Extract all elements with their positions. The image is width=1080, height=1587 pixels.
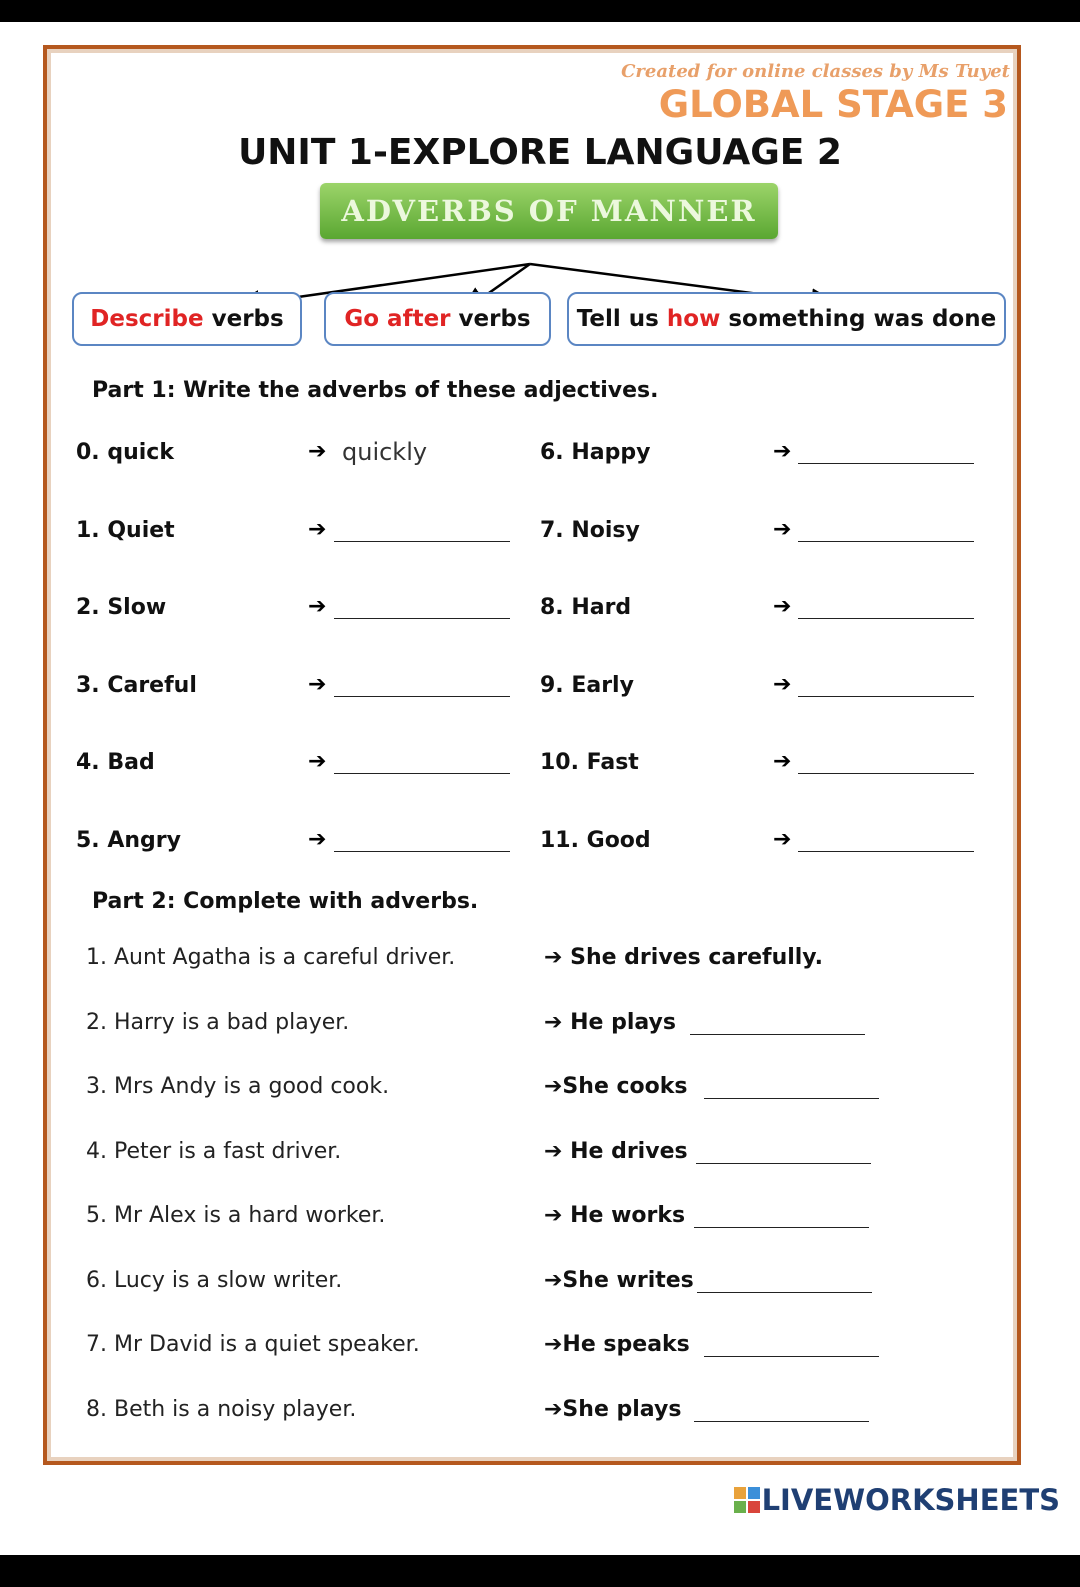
part2-blank-5[interactable] xyxy=(694,1227,869,1228)
part2-blank-2[interactable] xyxy=(690,1034,865,1035)
part1-item-8: 8. Hard xyxy=(540,595,632,620)
part1-item-6: 6. Happy xyxy=(540,440,651,465)
part2-blank-4[interactable] xyxy=(696,1163,871,1164)
box-describe-verbs: Describe verbs xyxy=(72,292,302,346)
liveworksheets-logo-icon xyxy=(734,1487,760,1513)
arrow-icon: ➔ xyxy=(773,672,792,697)
answer-blank-5[interactable] xyxy=(334,851,510,852)
answer-blank-8[interactable] xyxy=(798,618,974,619)
part2-prompt-7: ➔He speaks xyxy=(544,1332,690,1357)
arrow-icon: ➔ xyxy=(773,439,792,464)
part2-blank-8[interactable] xyxy=(694,1421,869,1422)
answer-blank-11[interactable] xyxy=(798,851,974,852)
answer-blank-1[interactable] xyxy=(334,541,510,542)
part1-item-9: 9. Early xyxy=(540,673,634,698)
part2-question-8: 8. Beth is a noisy player. xyxy=(86,1397,357,1422)
part2-prompt-5: ➔ He works xyxy=(544,1203,686,1228)
arrow-icon: ➔ xyxy=(308,672,327,697)
part1-item-4: 4. Bad xyxy=(76,750,155,775)
arrow-icon: ➔ xyxy=(773,749,792,774)
part1-item-5: 5. Angry xyxy=(76,828,181,853)
part2-question-2: 2. Harry is a bad player. xyxy=(86,1010,350,1035)
part2-question-4: 4. Peter is a fast driver. xyxy=(86,1139,342,1164)
arrow-icon: ➔ xyxy=(308,594,327,619)
part1-item-10: 10. Fast xyxy=(540,750,639,775)
part2-prompt-6: ➔She writes xyxy=(544,1268,694,1293)
arrow-icon: ➔ xyxy=(308,439,327,464)
part1-item-1: 1. Quiet xyxy=(76,518,175,543)
answer-blank-2[interactable] xyxy=(334,618,510,619)
liveworksheets-logo: LIVEWORKSHEETS xyxy=(734,1483,1060,1517)
part2-question-5: 5. Mr Alex is a hard worker. xyxy=(86,1203,386,1228)
arrow-icon: ➔ xyxy=(308,827,327,852)
answer-blank-6[interactable] xyxy=(798,463,974,464)
credit-line: Created for online classes by Ms Tuyet xyxy=(621,61,1010,82)
part2-blank-3[interactable] xyxy=(704,1098,879,1099)
answer-blank-3[interactable] xyxy=(334,696,510,697)
part1-item-11: 11. Good xyxy=(540,828,651,853)
part2-prompt-4: ➔ He drives xyxy=(544,1139,688,1164)
part2-answer-1: ➔ She drives carefully. xyxy=(544,945,823,970)
part2-prompt-3: ➔She cooks xyxy=(544,1074,688,1099)
answer-blank-4[interactable] xyxy=(334,773,510,774)
part1-item-2: 2. Slow xyxy=(76,595,167,620)
answer-blank-9[interactable] xyxy=(798,696,974,697)
part2-blank-6[interactable] xyxy=(697,1292,872,1293)
part2-prompt-8: ➔She plays xyxy=(544,1397,682,1422)
arrow-icon: ➔ xyxy=(773,517,792,542)
example-answer: quickly xyxy=(342,438,428,466)
answer-blank-10[interactable] xyxy=(798,773,974,774)
part2-prompt-2: ➔ He plays xyxy=(544,1010,676,1035)
part2-question-1: 1. Aunt Agatha is a careful driver. xyxy=(86,945,456,970)
box-go-after-verbs: Go after verbs xyxy=(324,292,551,346)
part1-item-7: 7. Noisy xyxy=(540,518,640,543)
part2-question-7: 7. Mr David is a quiet speaker. xyxy=(86,1332,420,1357)
stage-title: GLOBAL STAGE 3 xyxy=(658,83,1008,126)
part2-title: Part 2: Complete with adverbs. xyxy=(92,889,479,914)
arrow-icon: ➔ xyxy=(773,594,792,619)
arrow-icon: ➔ xyxy=(308,517,327,542)
box-tell-how: Tell us how something was done xyxy=(567,292,1006,346)
part2-question-3: 3. Mrs Andy is a good cook. xyxy=(86,1074,390,1099)
part2-question-6: 6. Lucy is a slow writer. xyxy=(86,1268,343,1293)
answer-blank-7[interactable] xyxy=(798,541,974,542)
part2-blank-7[interactable] xyxy=(704,1356,879,1357)
part1-title: Part 1: Write the adverbs of these adjectives. xyxy=(92,378,659,403)
part1-item-0: 0. quick xyxy=(76,440,174,465)
unit-title: UNIT 1-EXPLORE LANGUAGE 2 xyxy=(238,132,842,173)
arrow-icon: ➔ xyxy=(308,749,327,774)
part1-item-3: 3. Careful xyxy=(76,673,197,698)
topic-banner: ADVERBS OF MANNER xyxy=(320,183,778,239)
arrow-icon: ➔ xyxy=(773,827,792,852)
